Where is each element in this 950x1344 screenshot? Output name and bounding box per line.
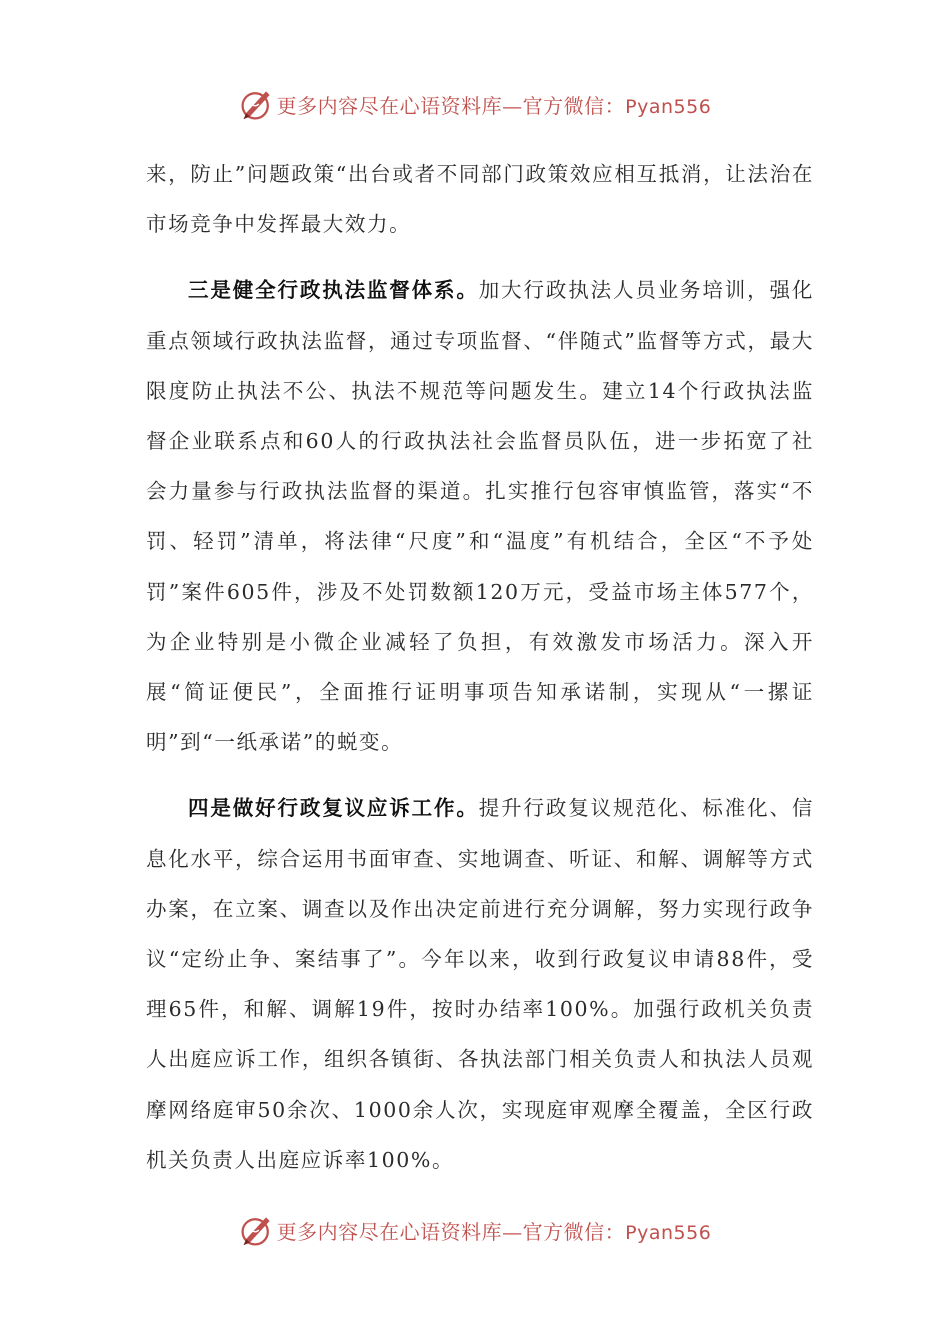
header-watermark-banner bbox=[0, 84, 950, 124]
wechat-handle: Pyan556 bbox=[625, 1221, 712, 1244]
paragraph-reconsideration bbox=[146, 783, 814, 1185]
pen-logo-icon bbox=[239, 1212, 275, 1248]
watermark-text: 更多内容尽在心语资料库—官方微信：Pyan556 bbox=[276, 1219, 712, 1244]
paragraph-continuation bbox=[146, 149, 814, 249]
paragraph-text: 加大行政执法人员业务培训，强化重点领域行政执法监督，通过专项监督、“伴随式”监督等方式，最大限度防止执法不公、执法不规范等问题发生。建立14个行政执法监督企业联系点和60人的行政执法社会监督员队伍，进一步拓宽了社会力量参与行政执法监督的渠道。扎实推行包容审慎监管，落实“不罚、轻罚”清单，将法律“尺度”和“温度”有机结合，全区“不予处罚”案件605件，涉及不处罚数额120万元，受益市场主体577个，为企业特别是小微企业减轻了负担，有效激发市场活力。深入开展“简证便民”，全面推行证明事项告知承诺制，实现从“一摞证明”到“一纸承诺”的蜕变。 bbox=[146, 278, 814, 755]
paragraph-supervision bbox=[146, 265, 814, 767]
footer-watermark-banner bbox=[0, 1210, 950, 1250]
paragraph-text: 来，防止”问题政策“出台或者不同部门政策效应相互抵消，让法治在市场竞争中发挥最大效力。 bbox=[146, 162, 814, 237]
document-body bbox=[146, 149, 814, 1185]
paragraph-heading: 三是健全行政执法监督体系。 bbox=[188, 278, 479, 303]
paragraph-text: 提升行政复议规范化、标准化、信息化水平，综合运用书面审查、实地调查、听证、和解、调解等方式办案，在立案、调查以及作出决定前进行充分调解，努力实现行政争议“定纷止争、案结事了”。今年以来，收到行政复议申请88件，受理65件，和解、调解19件，按时办结率100%。加强行政机关负责人出庭应诉工作，组织各镇街、各执法部门相关负责人和执法人员观摩网络庭审50余次、1000余人次，实现庭审观摩全覆盖，全区行政机关负责人出庭应诉率100%。 bbox=[146, 796, 814, 1172]
paragraph-heading: 四是做好行政复议应诉工作。 bbox=[188, 796, 479, 821]
wechat-handle: Pyan556 bbox=[625, 95, 712, 118]
pen-logo-icon bbox=[239, 86, 275, 122]
watermark-text: 更多内容尽在心语资料库—官方微信：Pyan556 bbox=[276, 93, 712, 118]
